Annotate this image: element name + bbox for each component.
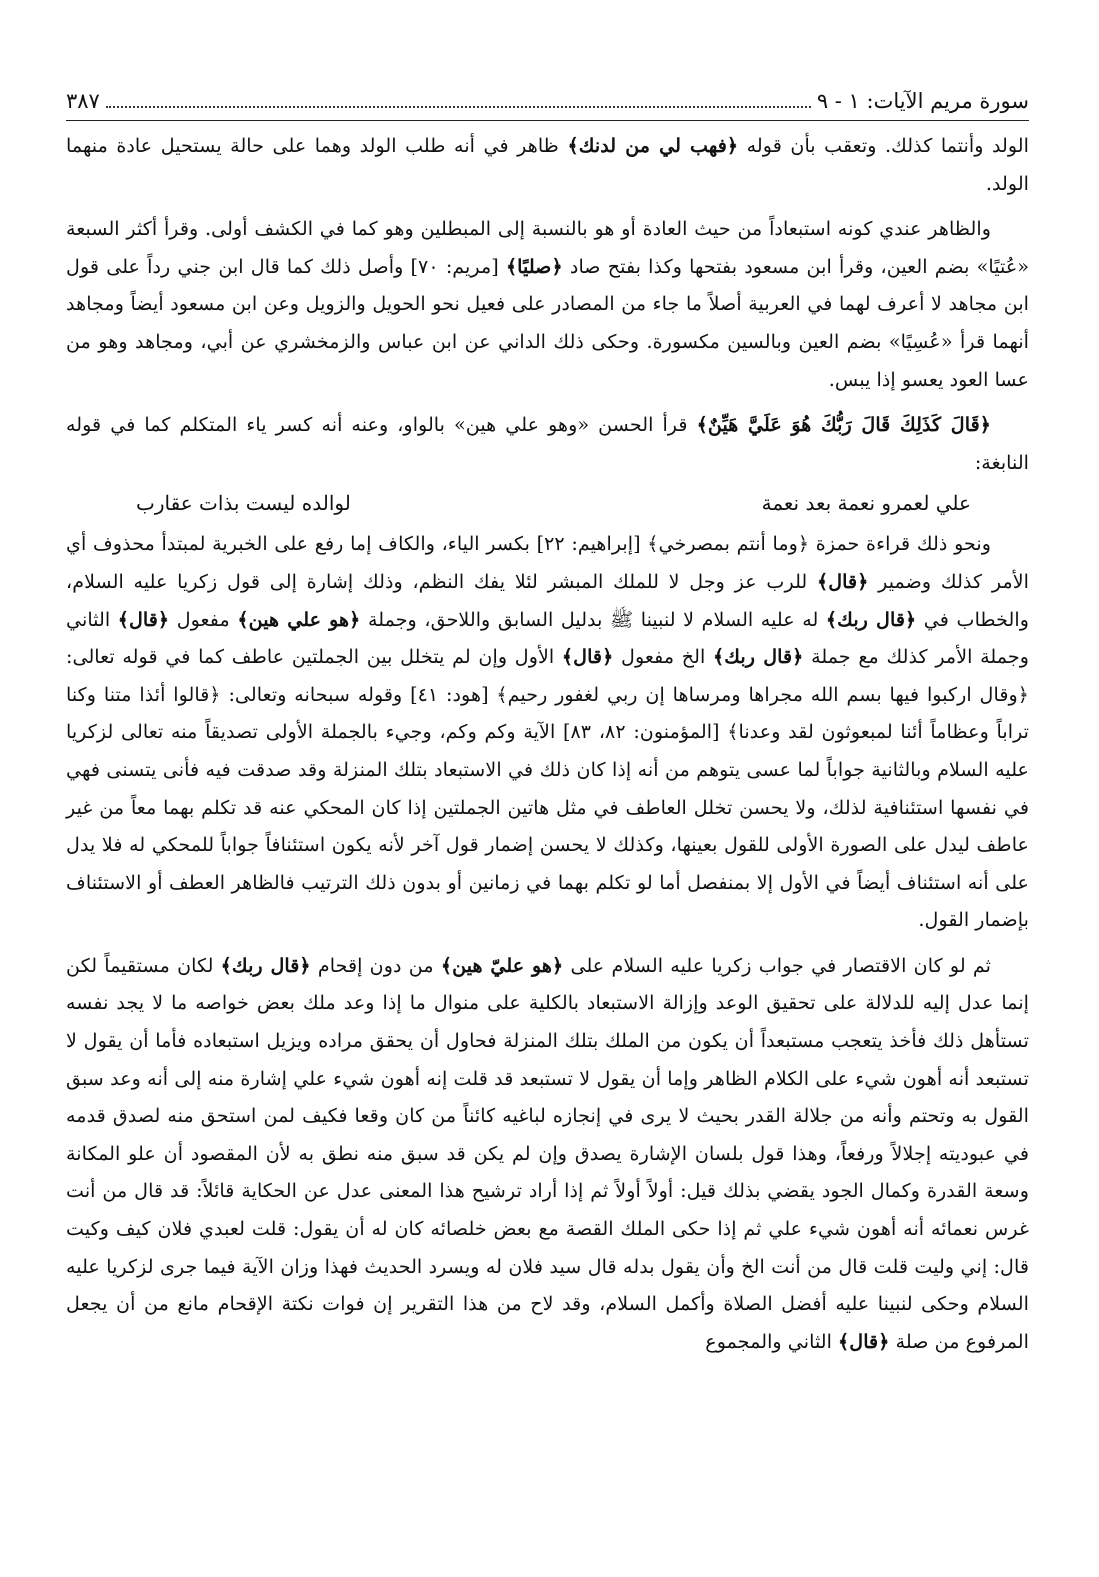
quran-quote: ﴿قال﴾ [117, 607, 170, 631]
text-run: [المؤمنون: ٨٢، ٨٣] الآية وكم وكم، وجيء بالجملة الأولى تصديقاً منه تعالى لزكريا عليه السلام وبالثانية جواباً لما عسى يتوهم من أنه إذا كان ذلك في الاستبعاد بتلك المنزلة وقد صدقت فيه فأنى يتسنى فهي في نفسها استئنافية لذلك، ولا يحسن تخلل العاطف في مثل هاتين الجملتين إذا كان المحكي عنه قد تكلم بهما معاً من غير عاطف ليدل على الصورة الأولى للقول بعينها، وكذلك لا يحسن إضمار قول آخر لأنه يكون استئنافاً جواباً للمحكي له فلا يدل على أنه استئناف أيضاً في الأول إلا بمنفصل أما لو تكلم بهما في زمانين أو بدون ذلك الترتيب فالظاهر العطف أو الاستئناف بإضمار القول. [66, 720, 1029, 932]
paragraph [66, 947, 1029, 1361]
quran-quote: ﴿فهب لي من لدنك﴾ [567, 134, 739, 157]
quran-quote: ﴿قَالَ كَذَلِكَ قَالَ رَبُّكَ هُوَ عَلَيَّ هَيِّنٌ﴾ [696, 413, 991, 437]
surah-title: سورة مريم الآيات: ١ - ٩ [816, 89, 1029, 113]
text-run: [إبراهيم: ٢٢] بكسر الياء، والكاف إما رفع على الخبرية لمبتدأ محذوف أي الأمر كذلك وضمير [66, 532, 1029, 593]
text-run: قرأ الحسن «وهو علي هين» بالواو، وعنه أنه كسر ياء المتكلم كما في قوله النابغة: [66, 413, 1029, 474]
text-run: والظاهر عندي كونه استبعاداً من حيث العادة أو هو بالنسبة إلى المبطلين وهو كما في الكشف أولى. وقرأ أكثر السبعة «عُتيًا» بضم العين، وقرأ ابن مسعود بفتحها وكذا بفتح صاد [66, 217, 1030, 278]
header-dot-leader [106, 106, 811, 108]
text-run: له عليه السلام لا لنبينا ﷺ بدليل السابق واللاحق، وجملة [360, 607, 826, 631]
text-run: الولد وأنتما كذلك. وتعقب بأن قوله [738, 134, 1029, 157]
text-run: الثاني والمجموع [705, 1329, 839, 1353]
poem-hemistich-left: لوالده ليست بذات عقارب [136, 491, 351, 516]
quran-quote: ﴿هو عليّ هين﴾ [440, 953, 564, 977]
text-run: ونحو ذلك قراءة حمزة [809, 532, 991, 556]
text-run: الخ مفعول [613, 645, 713, 669]
text-run: ثم لو كان الاقتصار في جواب زكريا عليه السلام على [563, 953, 991, 977]
text-run: [مريم: ٧٠] وأصل ذلك كما قال ابن جني رداً على قول ابن مجاهد لا أعرف لهما في العربية أصلاً ما جاء من المصادر على فعيل نحو الحويل والزويل وعن ابن مسعود أيضاً ومجاهد أنهما قرأ «عُسِيًا» بضم العين وبالسين مكسورة. وحكى ذلك الداني عن ابن عباس والزمخشري عن أبي، ومجاهد وهو من عسا العود يعسو إذا يبس. [66, 254, 1029, 391]
text-run: [هود: ٤١] وقوله سبحانه وتعالى: [220, 682, 497, 706]
text-run: مفعول [169, 607, 238, 631]
text-run: ﴿قالوا أئذا متنا وكنا تراباً وعظاماً أئنا لمبعوثون لقد وعدنا﴾ [66, 682, 1029, 744]
quran-quote: ﴿قال ربك﴾ [220, 953, 311, 977]
text-run: ﴿وقال اركبوا فيها بسم الله مجراها ومرساها إن ربي لغفور رحيم﴾ [496, 682, 1030, 706]
text-run: الثاني وجملة الأمر كذلك مع جملة [66, 607, 1029, 669]
quran-quote: ﴿صليًا﴾ [505, 254, 563, 278]
poem-hemistich-right: علي لعمرو نعمة بعد نعمة [761, 491, 971, 516]
text-run: للرب عز وجل لا للملك المبشر لئلا يفك النظم، وذلك إشارة إلى قول زكريا عليه السلام، والخطاب في [66, 569, 1029, 631]
paragraph [66, 406, 1029, 481]
quran-quote: ﴿قال﴾ [838, 1329, 890, 1353]
paragraph [66, 525, 1029, 939]
paragraph [66, 210, 1029, 398]
page-header [66, 86, 1029, 121]
quran-quote: ﴿قال﴾ [561, 645, 614, 669]
text-run: ظاهر في أنه طلب الولد وهما على حالة يستحيل عادة منهما الولد. [66, 134, 1029, 195]
poem-verse [66, 481, 1029, 525]
text-run: الأول وإن لم يتخلل بين الجملتين عاطف كما في قوله تعالى: [66, 645, 562, 669]
quran-quote: ﴿هو علي هين﴾ [237, 607, 361, 631]
quran-quote: ﴿قال﴾ [817, 569, 869, 593]
text-run: لكان مستقيماً لكن إنما عدل إليه للدلالة على تحقيق الوعد وإزالة الاستبعاد بالكلية على منوال ما إذا وعد ملك بعض خواصه ما لا يجد نفسه تستأهل ذلك فأخذ يتعجب مستبعداً أن يكون من الملك بتلك المنزلة فحاول أن يحقق مراده ويزيل استبعاده فأما أن يقول لا تستبعد أنه أهون شيء على الكلام الظاهر وإما أن يقول لا تستبعد قد قلت إنه أهون شيء علي إشارة منه إلى أنه وعد سبق القول به وتحتم وأنه من جلالة القدر بحيث لا يرى في إنجازه لباغيه كائناً من كان وقعا فكيف لمن استحق منه لصدق قدمه في عبوديته إجلالاً ورفعاً، وهذا قول بلسان الإشارة يصدق وإن لم يكن قد سبق منه نطق به لأن المقصود أن علو المكانة وسعة القدرة وكمال الجود يقضي بذلك قيل: أولاً أولاً ثم إذا أراد ترشيح هذا المعنى عدل عن الحكاية قائلاً: قد قال من أنت غرس نعمائه أنه أهون شيء علي ثم إذا حكى الملك القصة مع بعض خلصائه كان له أن يقول: قلت لعبدي فلان كيف وكيت قال: إني وليت قلت قال من أنت الخ وأن يقول بدله قال سيد فلان له ويسرد الحديث فهذا وزان الآية فيما جرى لزكريا عليه السلام وحكى لنبينا عليه أفضل الصلاة وأكمل السلام، وقد لاح من هذا التقرير إن فوات نكتة الإقحام مانع من أن يجعل المرفوع من صلة [66, 953, 1029, 1353]
paragraph [66, 127, 1029, 202]
quran-quote: ﴿قال ربك﴾ [825, 607, 917, 631]
text-run: من دون إقحام [310, 953, 441, 977]
quran-quote: ﴿قال ربك﴾ [712, 645, 804, 669]
text-run: ﴿وما أنتم بمصرخي﴾ [647, 532, 810, 556]
page-number: ٣٨٧ [66, 89, 100, 113]
